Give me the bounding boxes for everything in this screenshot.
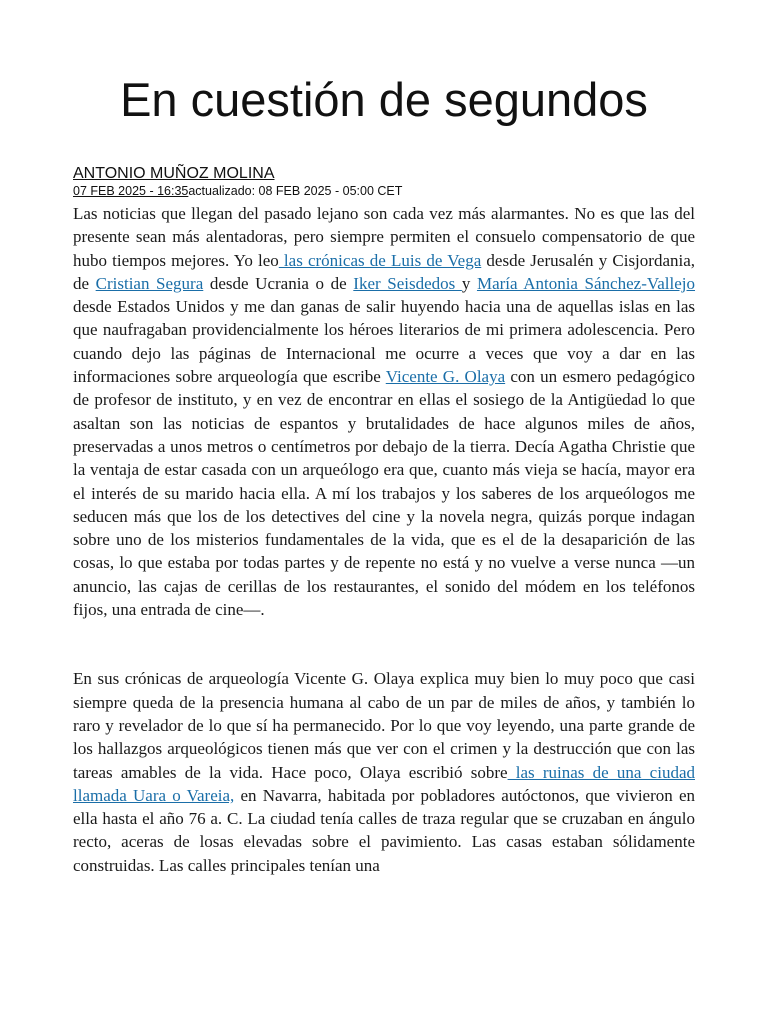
paragraph-text: desde Jerusalén y Cisjordania, de: [73, 250, 696, 293]
link-cristian-segura[interactable]: Cristian Segura: [95, 273, 204, 293]
paragraph-text: desde Ucrania o de: [203, 273, 354, 293]
paragraph-text: desde Estados Unidos y me dan ganas de salir huyendo hacia una de aquellas islas en las que naufragaban providencialmente los héroes literarios de mi primera adolescencia. Pero cuando dejo las páginas de Internacional me ocurre a veces que voy a dar en las informaciones sobre arqueología que escribe: [73, 297, 695, 387]
paragraph-text: en Navarra, habitada por pobladores autóctonos, que vivieron en ella hasta el año 76 a. C. La ciudad tenía calles de traza regular que se cruzaban en ángulo recto, aceras de losas elevadas sobre el pavimiento. Las casas estaban sólidamente construidas. Las calles principales tenían una: [73, 785, 695, 875]
article-dates: [73, 184, 703, 199]
paragraph-text: y: [461, 273, 477, 293]
link-maria-antonia-sanchez-vallejo[interactable]: María Antonia Sánchez-Vallejo: [476, 273, 696, 293]
published-date[interactable]: 07 FEB 2025 - 16:35: [73, 184, 189, 198]
paragraph-text: Las noticias que llegan del pasado lejano son cada vez más alarmantes. No es que las del presente sean más alentadoras, pero siempre permiten el consuelo compensatorio de que hubo tiempos mejores. Yo leo: [73, 204, 695, 270]
byline: [73, 164, 703, 199]
link-luis-de-vega[interactable]: las crónicas de Luis de Vega: [278, 250, 482, 270]
paragraph-text: En sus crónicas de arqueología Vicente G. Olaya explica muy bien lo muy poco que casi siempre queda de la presencia humana al cabo de un par de miles de años, y también lo raro y revelador de lo que sí ha permanecido. Por lo que voy leyendo, una parte grande de los hallazgos arqueológicos tienen más que ver con el crimen y la destrucción que con las tareas amables de la vida. Hace poco, Olaya escribió sobre: [73, 669, 695, 782]
updated-date: actualizado: 08 FEB 2025 - 05:00 CET: [188, 184, 403, 198]
article-body: [73, 202, 695, 877]
link-ruinas-uara-vareia[interactable]: las ruinas de una ciudad llamada Uara o Vareia,: [73, 762, 695, 805]
paragraph-2: [73, 667, 695, 877]
author-link[interactable]: ANTONIO MUÑOZ MOLINA: [73, 165, 275, 182]
link-vicente-g-olaya[interactable]: Vicente G. Olaya: [385, 367, 506, 387]
article-title: En cuestión de segundos: [120, 73, 648, 126]
link-iker-seisdedos[interactable]: Iker Seisdedos: [353, 273, 462, 293]
paragraph-1: [73, 202, 695, 621]
paragraph-text: con un esmero pedagógico de profesor de instituto, y en vez de encontrar en ellas el sosiego de la Antigüedad lo que asaltan son las noticias de espantos y brutalidades de hace algunos miles de años, preservadas a unos metros o centímetros por debajo de la tierra. Decía Agatha Christie que la ventaja de estar casada con un arqueólogo era que, cuanto más vieja se hacía, mayor era el interés de su marido hacia ella. A mí los trabajos y los saberes de los arqueólogos me seducen más que los de los detectives del cine y la novela negra, quizás porque indagan sobre uno de los misterios fundamentales de la vida, que es el de la desaparición de las cosas, lo que estaba por todas partes y de repente no está y no vuelve a verse nunca —un anuncio, las cajas de cerillas de los restaurantes, el sonido del módem en los teléfonos fijos, una entrada de cine—.: [73, 367, 695, 620]
